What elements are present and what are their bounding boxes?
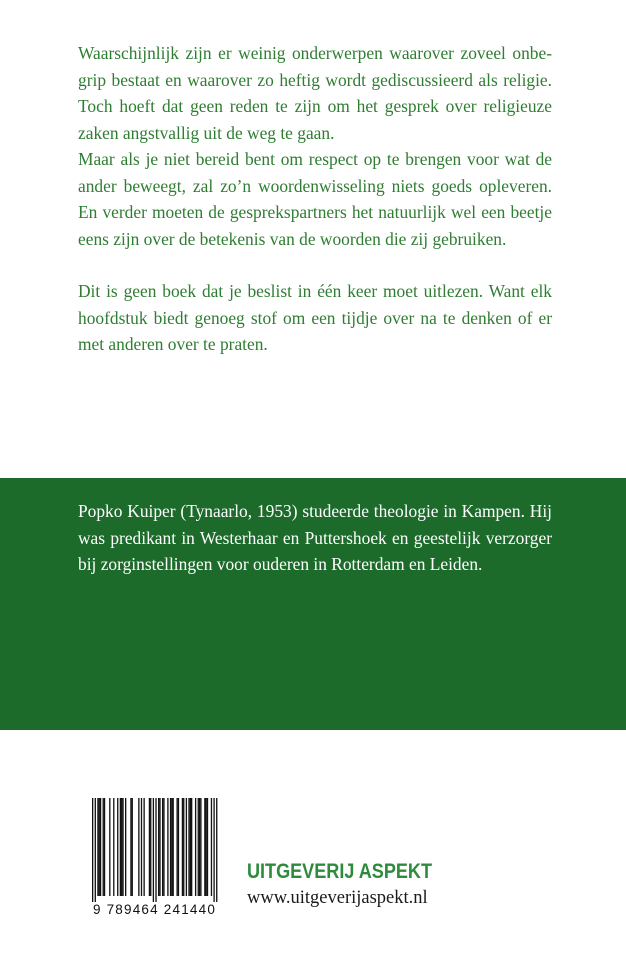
publisher-website[interactable]: www.uitgeverijaspekt.nl bbox=[247, 888, 428, 908]
barcode-bar bbox=[109, 798, 110, 896]
barcode-bar bbox=[176, 798, 177, 896]
barcode-bar bbox=[211, 798, 212, 896]
barcode-bar bbox=[206, 798, 207, 896]
barcode-bar bbox=[167, 798, 168, 896]
barcode-bar bbox=[153, 798, 154, 902]
barcode-bar bbox=[198, 798, 199, 896]
barcode-bar bbox=[155, 798, 156, 902]
barcode-bar bbox=[92, 798, 93, 902]
blurb-paragraph-1: Waarschijnlijk zijn er weinig onderwerpen waarover zoveel onbegrip bestaat en waarover zo heftig wordt gediscussieerd als religie. Toch hoeft dat geen reden te zijn om het gesprek over religieuze zaken angstvallig uit de weg te gaan. bbox=[78, 43, 552, 143]
barcode-bar bbox=[104, 798, 105, 896]
barcode-bar bbox=[213, 798, 214, 902]
barcode-bar bbox=[113, 798, 114, 896]
barcode-bar bbox=[121, 798, 122, 896]
author-bio: Popko Kuiper (Tynaarlo, 1953) studeerde theologie in Kampen. Hij was predikant in Westerhaar en Puttershoek en geestelijk verzorger bij zorginstellingen voor ouderen in Rotterdam en Leiden. bbox=[78, 501, 552, 574]
barcode-bar bbox=[141, 798, 142, 896]
barcode-bar bbox=[138, 798, 139, 896]
barcode-bar bbox=[178, 798, 179, 896]
publisher-logo: UITGEVERIJ ASPEKT bbox=[247, 860, 432, 883]
barcode-bar bbox=[182, 798, 183, 896]
blurb-paragraph-2: Maar als je niet bereid bent om respect op te brengen voor wat de ander beweegt, zal zo’n woordenwisseling niets goeds opleveren. En verder moeten de gesprekspartners het natuurlijk wel een beetje eens zijn over de betekenis van de woorden die zij gebruiken. bbox=[78, 149, 552, 249]
isbn-barcode bbox=[86, 798, 223, 930]
barcode-bar bbox=[100, 798, 101, 896]
barcode-bar bbox=[158, 798, 159, 896]
barcode-bar bbox=[190, 798, 191, 896]
barcode-bar bbox=[130, 798, 131, 896]
barcode-bar bbox=[159, 798, 160, 896]
barcode-bar bbox=[117, 798, 118, 896]
barcode-bar bbox=[191, 798, 192, 896]
barcode-bar bbox=[150, 798, 151, 896]
barcode-bar bbox=[95, 798, 96, 902]
barcode-bar bbox=[162, 798, 163, 896]
barcode-bar bbox=[199, 798, 200, 896]
barcode-bar bbox=[103, 798, 104, 896]
barcode-bar bbox=[132, 798, 133, 896]
barcode-bar bbox=[143, 798, 144, 896]
barcode-bar bbox=[183, 798, 184, 896]
barcode-bar bbox=[149, 798, 150, 896]
barcode-bars bbox=[86, 798, 223, 902]
barcode-bar bbox=[207, 798, 208, 896]
back-cover-blurb bbox=[78, 40, 552, 358]
barcode-bar bbox=[122, 798, 123, 896]
barcode-bar bbox=[120, 798, 121, 896]
barcode-bar bbox=[216, 798, 217, 902]
author-bio-band bbox=[0, 478, 626, 730]
barcode-bar bbox=[163, 798, 164, 896]
barcode-bar bbox=[200, 798, 201, 896]
barcode-bar bbox=[204, 798, 205, 896]
barcode-bar bbox=[97, 798, 98, 896]
isbn-number: 9 789464 241440 bbox=[92, 902, 217, 917]
barcode-bar bbox=[173, 798, 174, 896]
barcode-bar bbox=[171, 798, 172, 896]
barcode-bar bbox=[125, 798, 126, 896]
barcode-bar bbox=[99, 798, 100, 896]
blurb-paragraph-3: Dit is geen boek dat je beslist in één keer moet uitlezen. Want elk hoofdstuk biedt genoeg stof om een tijdje over na te denken of er met anderen over te praten. bbox=[78, 281, 552, 354]
barcode-bar bbox=[186, 798, 187, 896]
barcode-bar bbox=[188, 798, 189, 896]
barcode-bar bbox=[170, 798, 171, 896]
barcode-bar bbox=[195, 798, 196, 896]
